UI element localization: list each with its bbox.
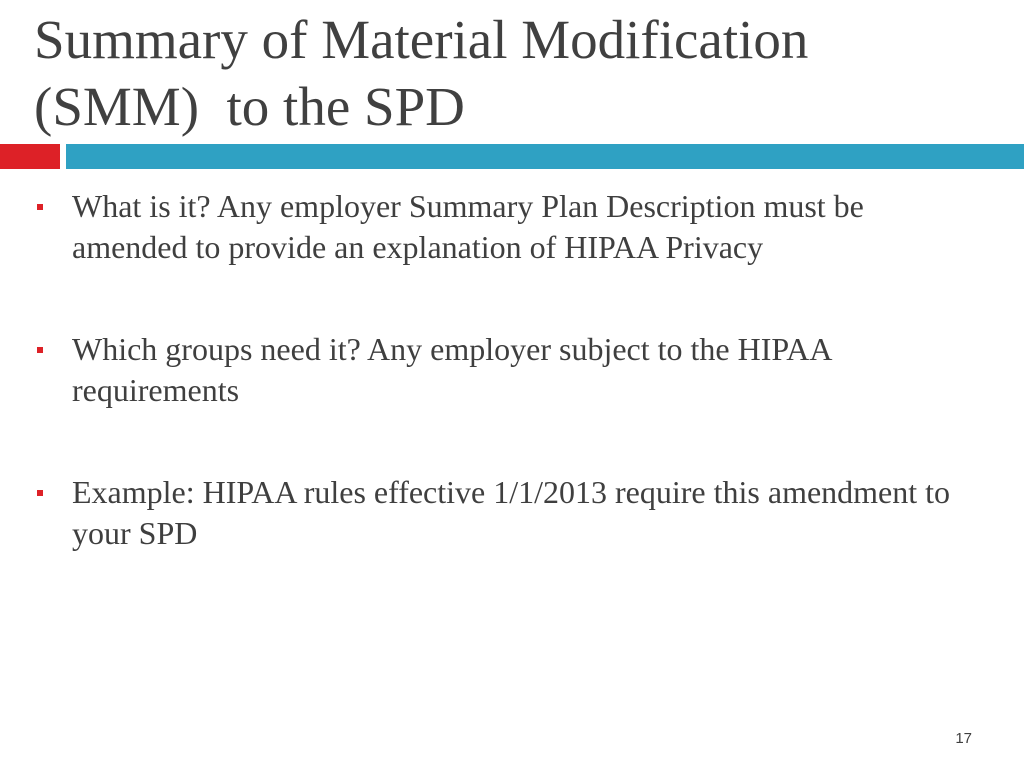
accent-bar-red [0, 144, 60, 169]
bullet-text: Which groups need it? Any employer subject to the HIPAA requirements [72, 331, 831, 408]
slide-title-line-2: (SMM) to the SPD [34, 76, 465, 137]
bullet-list [0, 186, 1024, 615]
square-bullet-icon [37, 347, 43, 353]
page-number: 17 [955, 730, 972, 747]
bullet-text: What is it? Any employer Summary Plan Description must be amended to provide an explanation of HIPAA Privacy [72, 188, 864, 265]
slide-title-line-1: Summary of Material Modification [34, 9, 809, 70]
square-bullet-icon [37, 490, 43, 496]
bullet-item-which-groups [0, 329, 1024, 411]
bullet-item-what-is-it [0, 186, 1024, 268]
bullet-text: Example: HIPAA rules effective 1/1/2013 require this amendment to your SPD [72, 474, 951, 551]
bullet-item-example [0, 472, 1024, 554]
square-bullet-icon [37, 204, 43, 210]
accent-bar-blue [66, 144, 1024, 169]
slide-title [34, 6, 994, 140]
